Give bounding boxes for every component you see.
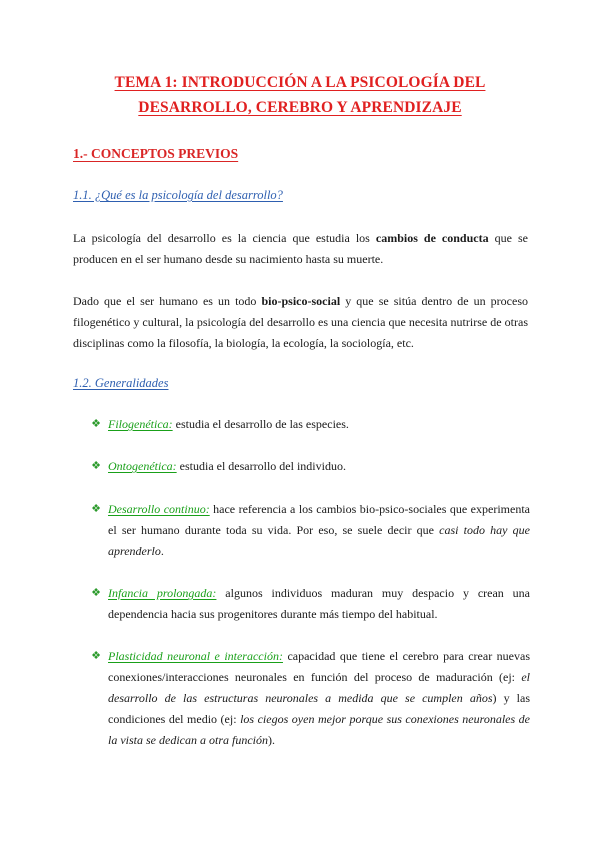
desc-plasticidad: capacidad que tiene el cerebro para crear nuevas conexiones/interacciones neuronales en función del proceso de maduración (ej: — [108, 649, 530, 684]
paragraph-bps-bold: bio-psico-social — [261, 294, 341, 308]
desc-plasticidad-italic-1: el desarrollo de las estructuras neuronales a medida que se cumplen años — [108, 670, 530, 705]
paragraph-bps-pre: Dado que el ser humano es un todo — [73, 294, 262, 308]
term-ontogenetica: Ontogenética: — [108, 459, 177, 473]
paragraph-definition-pre: La psicología del desarrollo es la ciencia que estudia los — [73, 231, 376, 245]
paragraph-bps-post: y que se sitúa dentro de un proceso filogenético y cultural, la psicología del desarrollo es una ciencia que necesita nutrirse de otras disciplinas como la filosofía, la biología, la ecología, la sociología, etc. — [73, 294, 528, 350]
list-item — [90, 499, 530, 562]
desc-plasticidad-end: ). — [267, 733, 275, 747]
desc-plasticidad-italic-2: los ciegos oyen mejor porque sus conexiones neuronales de la vista se dedican a otra función — [108, 712, 531, 747]
desc-desarrollo-continuo: hace referencia a los cambios bio-psico-sociales que experimenta el ser humano durante toda su vida. Por eso, se suele decir que — [108, 502, 530, 537]
paragraph-definition — [73, 228, 528, 270]
paragraph-definition-bold: cambios de conducta — [375, 231, 489, 245]
desc-filogenetica: estudia el desarrollo de las especies. — [172, 417, 349, 431]
term-plasticidad: Plasticidad neuronal e interacción: — [108, 649, 283, 663]
diamond-bullet-icon: ❖ — [91, 460, 101, 472]
paragraph-definition-post: que se producen en el ser humano desde su nacimiento hasta su muerte. — [73, 231, 528, 266]
paragraph-bio-psico-social — [73, 291, 528, 354]
term-filogenetica: Filogenética: — [108, 417, 173, 431]
subheading-generalidades: 1.2. Generalidades — [73, 376, 169, 390]
list-item — [90, 414, 530, 435]
subheading-que-es: 1.1. ¿Qué es la psicología del desarrollo? — [73, 188, 283, 202]
diamond-bullet-icon: ❖ — [91, 587, 101, 599]
term-desarrollo-continuo: Desarrollo continuo: — [108, 502, 210, 516]
diamond-bullet-icon: ❖ — [91, 650, 101, 662]
desc-infancia-prolongada: algunos individuos maduran muy despacio y crean una dependencia hacia sus progenitores durante más tiempo del habitual. — [108, 586, 530, 621]
term-infancia-prolongada: Infancia prolongada: — [108, 586, 217, 600]
diamond-bullet-icon: ❖ — [91, 418, 101, 430]
list-item — [90, 583, 530, 625]
diamond-bullet-icon: ❖ — [91, 503, 101, 515]
title-line-1: TEMA 1: INTRODUCCIÓN A LA PSICOLOGÍA DEL — [114, 74, 486, 91]
desc-desarrollo-continuo-italic: casi todo hay que aprenderlo — [108, 523, 530, 558]
desc-plasticidad-mid: ) y las condiciones del medio (ej: — [108, 691, 530, 726]
section-heading-conceptos-previos: 1.- CONCEPTOS PREVIOS — [73, 146, 239, 161]
desc-desarrollo-continuo-end: . — [160, 544, 164, 558]
list-item — [90, 456, 530, 477]
list-item — [90, 646, 530, 751]
desc-ontogenetica: estudia el desarrollo del individuo. — [176, 459, 346, 473]
title-line-2: DESARROLLO, CEREBRO Y APRENDIZAJE — [138, 99, 462, 116]
